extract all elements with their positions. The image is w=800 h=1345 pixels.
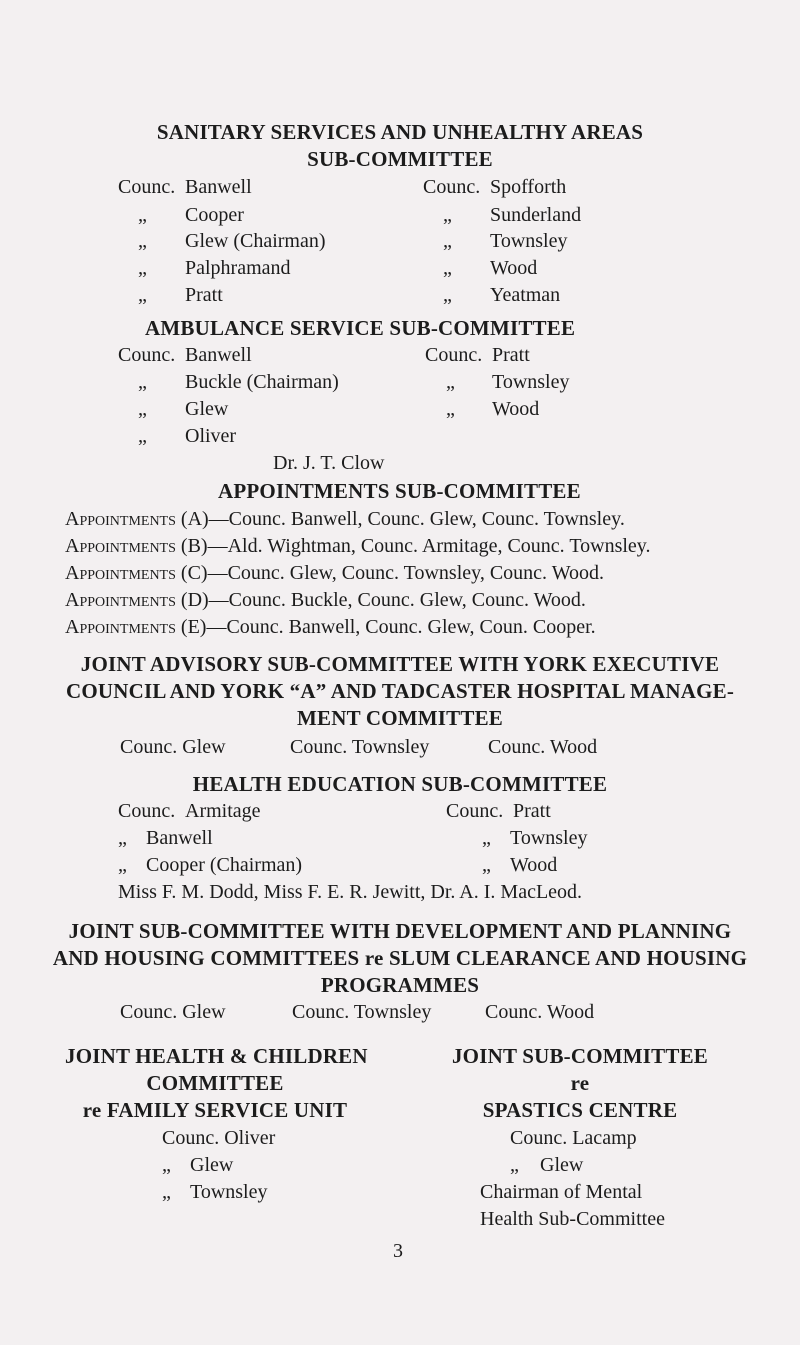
sanitary-right-ditto: „: [443, 257, 452, 279]
sanitary-right-member: Sunderland: [490, 204, 582, 226]
appointments-text: (C)—Counc. Glew, Counc. Townsley, Counc. Wood.: [180, 562, 604, 584]
ambulance-left-prefix: Counc.: [118, 344, 176, 366]
sanitary-right-member: Spofforth: [490, 176, 567, 198]
appointments-text: (A)—Counc. Banwell, Counc. Glew, Counc. Townsley.: [180, 508, 625, 530]
joint-development-member: Counc. Townsley: [292, 1001, 432, 1023]
ambulance-right-prefix: Counc.: [425, 344, 483, 366]
ambulance-left-ditto: „: [138, 425, 147, 447]
page-number: 3: [393, 1240, 403, 1262]
appointments-text: (E)—Counc. Banwell, Counc. Glew, Coun. Cooper.: [180, 616, 596, 638]
appointments-text: (D)—Counc. Buckle, Counc. Glew, Counc. Wood.: [180, 589, 586, 611]
sanitary-left-member: Palphramand: [185, 257, 291, 279]
sanitary-right-ditto: „: [443, 230, 452, 252]
joint-development-member: Counc. Glew: [120, 1001, 226, 1023]
spastics-title-line2: re: [570, 1071, 590, 1095]
ambulance-left-member: Banwell: [185, 344, 252, 366]
sanitary-left-member: Banwell: [185, 176, 252, 198]
appointments-label: Appointments: [65, 589, 176, 611]
spastics-member: Counc. Lacamp: [510, 1127, 637, 1149]
sanitary-right-prefix: Counc.: [423, 176, 481, 198]
health-education-left-ditto: „: [118, 827, 127, 849]
family-service-member: Townsley: [190, 1181, 268, 1203]
family-service-title-line1: JOINT HEALTH & CHILDREN: [65, 1044, 368, 1068]
joint-advisory-title-line2: COUNCIL AND YORK “A” AND TADCASTER HOSPITAL MANAGE-: [65, 679, 735, 703]
health-education-left-member: Armitage: [185, 800, 261, 822]
health-education-left-member: Banwell: [146, 827, 213, 849]
appointments-label: Appointments: [65, 535, 176, 557]
ambulance-right-member: Wood: [492, 398, 540, 420]
ambulance-left-member: Buckle (Chairman): [185, 371, 339, 393]
appointments-text: (B)—Ald. Wightman, Counc. Armitage, Counc. Townsley.: [180, 535, 651, 557]
sanitary-right-ditto: „: [443, 204, 452, 226]
spastics-title-line3: SPASTICS CENTRE: [482, 1098, 678, 1122]
family-service-title-line3: re FAMILY SERVICE UNIT: [82, 1098, 348, 1122]
ambulance-right-ditto: „: [446, 398, 455, 420]
sanitary-left-member: Glew (Chairman): [185, 230, 326, 252]
appointments-label: Appointments: [65, 616, 176, 638]
family-service-title-line2: COMMITTEE: [146, 1071, 284, 1095]
sanitary-right-member: Townsley: [490, 230, 568, 252]
family-service-ditto: „: [162, 1181, 171, 1203]
sanitary-right-member: Yeatman: [490, 284, 561, 306]
joint-development-title-line3: PROGRAMMES: [320, 973, 480, 997]
sanitary-right-member: Wood: [490, 257, 538, 279]
health-education-extra-members: Miss F. M. Dodd, Miss F. E. R. Jewitt, Dr. A. I. MacLeod.: [118, 881, 583, 903]
health-education-right-member: Wood: [510, 854, 558, 876]
appointments-label: Appointments: [65, 562, 176, 584]
sanitary-left-ditto: „: [138, 204, 147, 226]
ambulance-left-member: Glew: [185, 398, 229, 420]
ambulance-left-member: Oliver: [185, 425, 237, 447]
spastics-title-line1: JOINT SUB-COMMITTEE: [451, 1044, 709, 1068]
appointments-label: Appointments: [65, 508, 176, 530]
joint-development-member: Counc. Wood: [485, 1001, 595, 1023]
health-education-right-member: Townsley: [510, 827, 588, 849]
ambulance-extra-member: Dr. J. T. Clow: [273, 452, 385, 474]
health-education-left-member: Cooper (Chairman): [146, 854, 303, 876]
ambulance-right-member: Townsley: [492, 371, 570, 393]
health-education-left-prefix: Counc.: [118, 800, 176, 822]
joint-advisory-member: Counc. Glew: [120, 736, 226, 758]
joint-development-title-line2: AND HOUSING COMMITTEES re SLUM CLEARANCE AND HOUSING: [52, 946, 748, 970]
health-education-right-ditto: „: [482, 827, 491, 849]
spastics-member: Glew: [540, 1154, 584, 1176]
health-education-left-ditto: „: [118, 854, 127, 876]
health-education-right-prefix: Counc.: [446, 800, 504, 822]
joint-advisory-member: Counc. Townsley: [290, 736, 430, 758]
ambulance-left-ditto: „: [138, 398, 147, 420]
spastics-ditto: „: [510, 1154, 519, 1176]
sanitary-left-prefix: Counc.: [118, 176, 176, 198]
health-education-title: HEALTH EDUCATION SUB-COMMITTEE: [192, 772, 608, 796]
family-service-ditto: „: [162, 1154, 171, 1176]
joint-advisory-title-line1: JOINT ADVISORY SUB-COMMITTEE WITH YORK EXECUTIVE: [80, 652, 720, 676]
sanitary-title-line2: SUB-COMMITTEE: [307, 147, 493, 171]
ambulance-right-ditto: „: [446, 371, 455, 393]
spastics-member: Health Sub-Committee: [480, 1208, 665, 1230]
ambulance-left-ditto: „: [138, 371, 147, 393]
joint-advisory-title-line3: MENT COMMITTEE: [296, 706, 503, 730]
sanitary-left-ditto: „: [138, 284, 147, 306]
ambulance-right-member: Pratt: [492, 344, 530, 366]
ambulance-title: AMBULANCE SERVICE SUB-COMMITTEE: [145, 316, 576, 340]
spastics-member: Chairman of Mental: [480, 1181, 643, 1203]
appointments-title: APPOINTMENTS SUB-COMMITTEE: [218, 479, 581, 503]
sanitary-left-ditto: „: [138, 257, 147, 279]
joint-development-title-line1: JOINT SUB-COMMITTEE WITH DEVELOPMENT AND PLANNING: [68, 919, 732, 943]
health-education-right-member: Pratt: [513, 800, 551, 822]
health-education-right-ditto: „: [482, 854, 491, 876]
sanitary-left-ditto: „: [138, 230, 147, 252]
sanitary-right-ditto: „: [443, 284, 452, 306]
family-service-member: Counc. Oliver: [162, 1127, 276, 1149]
sanitary-title-line1: SANITARY SERVICES AND UNHEALTHY AREAS: [156, 120, 644, 144]
joint-advisory-member: Counc. Wood: [488, 736, 598, 758]
family-service-member: Glew: [190, 1154, 234, 1176]
sanitary-left-member: Cooper: [185, 204, 244, 226]
sanitary-left-member: Pratt: [185, 284, 223, 306]
